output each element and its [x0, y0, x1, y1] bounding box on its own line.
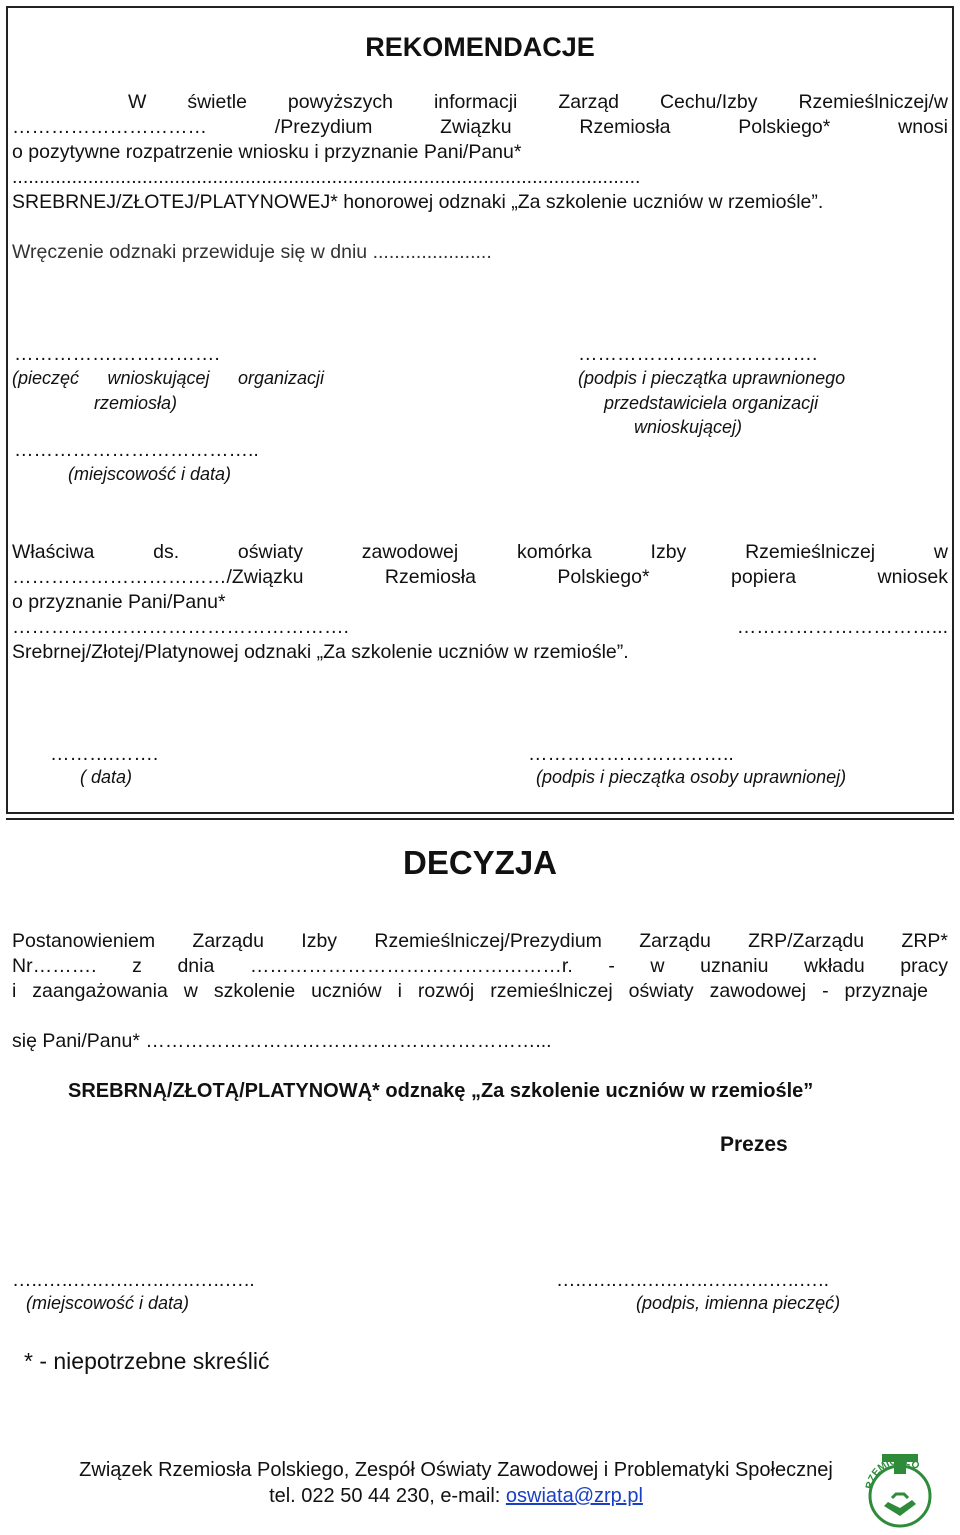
footer-phone: tel. 022 50 44 230, e-mail: [269, 1485, 506, 1507]
signature-label-line1: (podpis i pieczątka uprawnionego [578, 368, 846, 388]
authorized-signature-dots: ………………………….. [528, 743, 734, 765]
date-label: ( data) [80, 767, 133, 787]
recommendation-title: REKOMENDACJE [365, 32, 595, 62]
signature-label-line2: przedstawiciela organizacji [604, 393, 819, 413]
rec-para3-line1: Właściwa ds. oświaty zawodowej komórka Izby Rzemieślniczej w [12, 541, 948, 563]
dec-badge-line: SREBRNĄ/ZŁOTĄ/PLATYNOWĄ* odznakę „Za szkolenie uczniów w rzemiośle” [68, 1080, 814, 1102]
dec-place-dots: …..…..…..…..…..…..…..….. [12, 1269, 255, 1291]
signature-label-line3: wnioskującej) [634, 417, 743, 437]
seal-label-line1: (pieczęć wnioskującej organizacji [12, 368, 324, 388]
rec-para1-line5: SREBRNEJ/ZŁOTEJ/PLATYNOWEJ* honorowej odznaki „Za szkolenie uczniów w rzemiośle”. [12, 191, 824, 213]
rec-para3-line5: Srebrnej/Złotej/Platynowej odznaki „Za szkolenie uczniów w rzemiośle”. [12, 641, 629, 663]
signature-dots: ………………………………. [578, 343, 818, 365]
dec-line4: się Pani/Panu* ……………………………………………………... [12, 1030, 552, 1052]
rec-para1-line1: W świetle powyższych informacji Zarząd Cechu/Izby Rzemieślniczej/w [128, 91, 948, 113]
footer-email-link[interactable]: oswiata@zrp.pl [505, 1485, 643, 1507]
dec-line1: Postanowieniem Zarządu Izby Rzemieślniczej/Prezydium Zarządu ZRP/Zarządu ZRP* [12, 930, 948, 952]
rec-handover-date-line: Wręczenie odznaki przewiduje się w dniu ...................... [12, 241, 492, 263]
rec-para3-line3: o przyznanie Pani/Panu* [12, 591, 226, 613]
rzemioslo-logo [860, 1450, 940, 1530]
rec-para3-line4: ……………………………………………. …………………………... [12, 616, 948, 638]
logo-text: RZEMIOSŁO [864, 1455, 922, 1491]
footer-org-line: Związek Rzemiosła Polskiego, Zespół Oświaty Zawodowej i Problematyki Społecznej [79, 1459, 833, 1481]
date-dots: ……….……. [50, 743, 159, 765]
place-label: (miejscowość i data) [68, 464, 232, 484]
rec-para3-line2: ……………………………/Związku Rzemiosła Polskiego* popiera wniosek [12, 566, 948, 588]
seal-dots: …………….……………. [14, 343, 220, 365]
dec-signature-dots: …..…..…..…..…..…..…..…..….. [556, 1269, 830, 1291]
footnote: * - niepotrzebne skreślić [24, 1348, 270, 1374]
place-dots: ……………………………….. [14, 439, 259, 461]
decision-separator [6, 818, 954, 822]
seal-label-line2: rzemiosła) [94, 393, 178, 413]
rec-para1-line4: .................................................................................................................... [12, 166, 641, 188]
dec-place-label: (miejscowość i data) [26, 1293, 190, 1313]
authorized-signature-label: (podpis i pieczątka osoby uprawnionej) [536, 767, 847, 787]
dec-line3: i zaangażowania w szkolenie uczniów i rozwój rzemieślniczej oświaty zawodowej - przyznaje [12, 980, 928, 1002]
decision-title: DECYZJA [402, 844, 558, 881]
rec-para1-line2: ………………………… /Prezydium Związku Rzemiosła Polskiego* wnosi [12, 116, 948, 138]
prezes-label: Prezes [720, 1133, 788, 1156]
footer-contact-line [0, 1483, 912, 1509]
rec-para1-line3: o pozytywne rozpatrzenie wniosku i przyznanie Pani/Panu* [12, 141, 522, 163]
dec-signature-label: (podpis, imienna pieczęć) [636, 1293, 841, 1313]
dec-line2: Nr………. z dnia …………………………………………r. - w uznaniu wkładu pracy [12, 955, 948, 977]
